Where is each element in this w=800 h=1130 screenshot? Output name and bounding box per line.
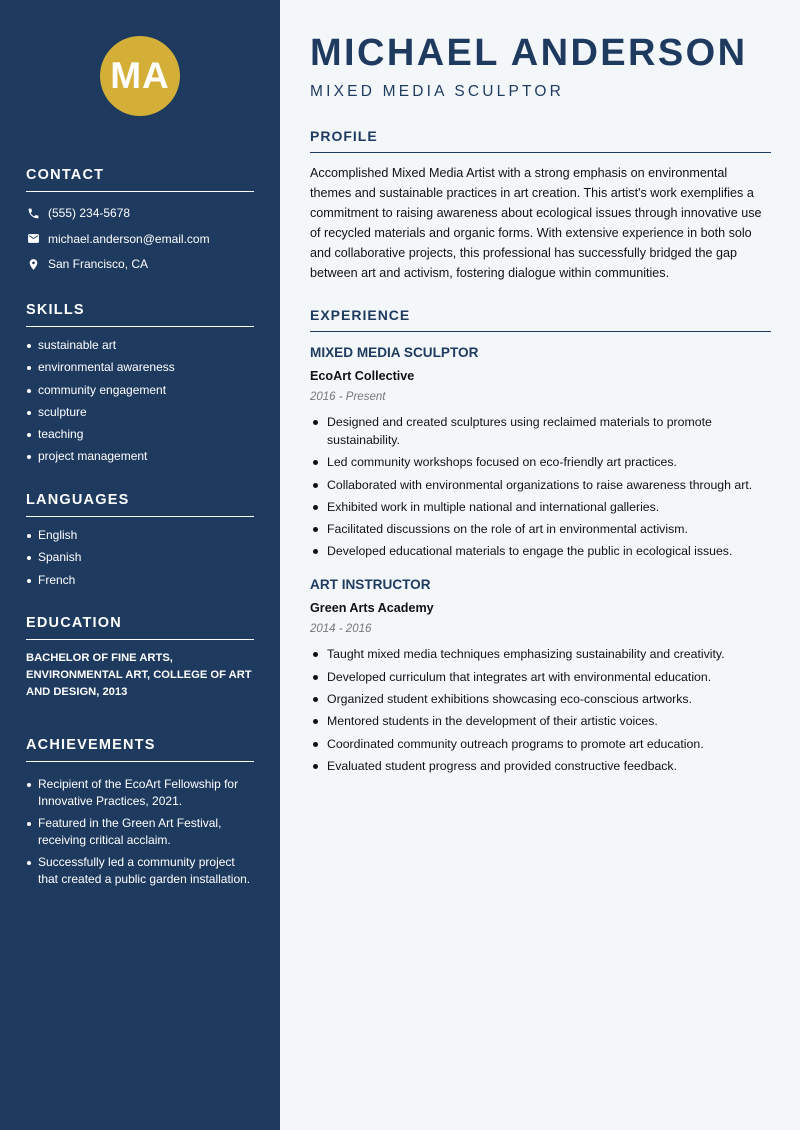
candidate-title: MIXED MEDIA SCULPTOR bbox=[310, 83, 565, 100]
job-bullet: Taught mixed media techniques emphasizing sustainability and creativity. bbox=[310, 645, 771, 663]
job-bullet: Developed curriculum that integrates art with environmental education. bbox=[310, 668, 771, 686]
language-item: French bbox=[26, 572, 254, 589]
job-bullet: Collaborated with environmental organizations to raise awareness through art. bbox=[310, 476, 771, 494]
job-bullet: Coordinated community outreach programs to promote art education. bbox=[310, 735, 771, 753]
job-company: Green Arts Academy bbox=[310, 601, 434, 616]
skills-heading: SKILLS bbox=[26, 302, 254, 327]
job-bullet: Organized student exhibitions showcasing eco-conscious artworks. bbox=[310, 690, 771, 708]
contact-heading: CONTACT bbox=[26, 167, 254, 192]
contact-location bbox=[26, 255, 254, 273]
language-item: English bbox=[26, 527, 254, 544]
languages-section bbox=[26, 492, 254, 588]
job-entry bbox=[310, 344, 771, 560]
main-content bbox=[280, 0, 800, 1130]
language-item: Spanish bbox=[26, 549, 254, 566]
job-bullet: Mentored students in the development of their artistic voices. bbox=[310, 712, 771, 730]
profile-text: Accomplished Mixed Media Artist with a strong emphasis on environmental themes and sustainable practices in art creation. This artist's work exemplifies a commitment to raising awareness about ecological issues through innovative use of recycled materials and organic forms. With extensive experience in both solo and collaborative projects, this professional has successfully bridged the gap between art and activism, fostering dialogue within communities. bbox=[310, 166, 762, 280]
achievement-item: Recipient of the EcoArt Fellowship for Innovative Practices, 2021. bbox=[26, 776, 254, 810]
job-dates: 2016 - Present bbox=[310, 391, 386, 403]
job-bullets bbox=[310, 645, 771, 774]
contact-phone bbox=[26, 204, 254, 222]
skill-item: sustainable art bbox=[26, 337, 254, 354]
experience-heading: EXPERIENCE bbox=[310, 307, 771, 332]
avatar: MA bbox=[100, 36, 180, 116]
job-title: ART INSTRUCTOR bbox=[310, 577, 431, 593]
skills-list bbox=[26, 337, 254, 465]
skill-item: sculpture bbox=[26, 404, 254, 421]
job-bullets bbox=[310, 413, 771, 560]
email-icon bbox=[26, 232, 40, 246]
contact-list bbox=[26, 204, 254, 273]
location-pin-icon bbox=[26, 257, 40, 271]
email-text[interactable]: michael.anderson@email.com bbox=[48, 231, 210, 246]
contact-section bbox=[26, 167, 254, 273]
achievements-heading: ACHIEVEMENTS bbox=[26, 737, 254, 762]
phone-icon bbox=[26, 206, 40, 220]
languages-heading: LANGUAGES bbox=[26, 492, 254, 517]
experience-section bbox=[310, 307, 771, 775]
job-bullet: Exhibited work in multiple national and international galleries. bbox=[310, 498, 771, 516]
achievements-section bbox=[26, 737, 254, 888]
languages-list bbox=[26, 527, 254, 588]
job-title: MIXED MEDIA SCULPTOR bbox=[310, 345, 479, 360]
achievement-item: Successfully led a community project that created a public garden installation. bbox=[26, 854, 254, 888]
education-section bbox=[26, 615, 254, 701]
phone-text[interactable]: (555) 234-5678 bbox=[48, 206, 131, 220]
avatar-wrapper bbox=[100, 36, 180, 116]
job-dates: 2014 - 2016 bbox=[310, 623, 372, 636]
skill-item: environmental awareness bbox=[26, 359, 254, 376]
location-text: San Francisco, CA bbox=[48, 257, 149, 272]
job-bullet: Evaluated student progress and provided constructive feedback. bbox=[310, 757, 771, 775]
achievement-item: Featured in the Green Art Festival, receiving critical acclaim. bbox=[26, 815, 254, 849]
job-bullet: Facilitated discussions on the role of art in environmental activism. bbox=[310, 520, 771, 538]
skill-item: teaching bbox=[26, 426, 254, 443]
job-bullet: Led community workshops focused on eco-friendly art practices. bbox=[310, 453, 771, 471]
job-bullet: Designed and created sculptures using reclaimed materials to promote sustainability. bbox=[310, 413, 771, 449]
skill-item: community engagement bbox=[26, 382, 254, 399]
job-bullet: Developed educational materials to engage the public in ecological issues. bbox=[310, 542, 771, 560]
education-heading: EDUCATION bbox=[26, 615, 254, 640]
sidebar bbox=[0, 0, 280, 1130]
profile-heading: PROFILE bbox=[310, 128, 771, 153]
job-entry bbox=[310, 576, 771, 774]
profile-section bbox=[310, 128, 771, 283]
skills-section bbox=[26, 302, 254, 465]
job-company: EcoArt Collective bbox=[310, 369, 415, 383]
candidate-name: MICHAEL ANDERSON bbox=[310, 32, 748, 74]
education-degree: BACHELOR OF FINE ARTS, ENVIRONMENTAL ART, COLLEGE OF ART AND DESIGN, 2013 bbox=[26, 651, 252, 698]
skill-item: project management bbox=[26, 448, 254, 465]
contact-email bbox=[26, 230, 254, 248]
achievements-list bbox=[26, 776, 254, 888]
